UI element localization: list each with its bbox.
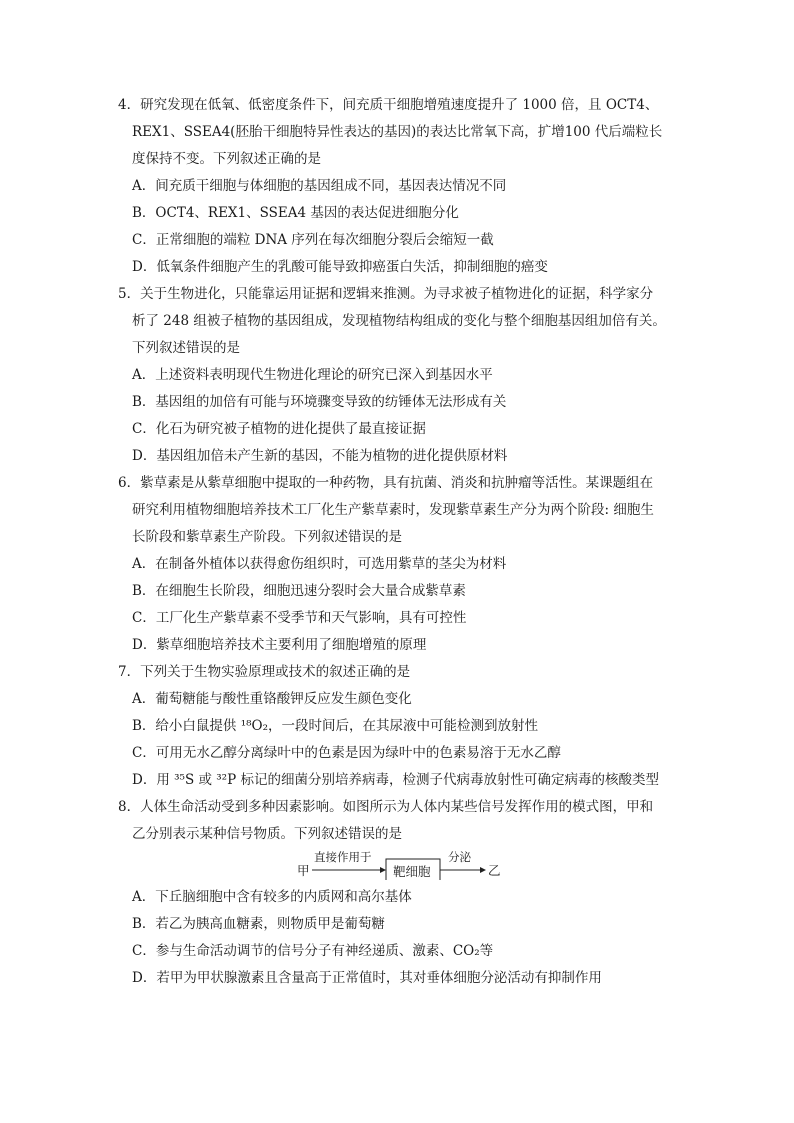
question-4 [118, 92, 698, 281]
question-5-stem-line-3: 下列叙述错误的是 [132, 340, 240, 356]
option-d[interactable]: D．低氧条件细胞产生的乳酸可能导致抑癌蛋白失活，抑制细胞的癌变 [132, 259, 548, 275]
question-4-stem-line-1: 4．研究发现在低氧、低密度条件下，间充质干细胞增殖速度提升了 1000 倍，且 OCT4、 [118, 97, 659, 113]
option-d[interactable]: D．若甲为甲状腺激素且含量高于正常值时，其对垂体细胞分泌活动有抑制作用 [132, 970, 602, 986]
option-c[interactable]: C．化石为研究被子植物的进化提供了最直接证据 [132, 421, 426, 437]
question-5 [118, 281, 698, 470]
option-d[interactable]: D．用 ³⁵S 或 ³²P 标记的细菌分别培养病毒，检测子代病毒放射性可确定病毒的核酸类型 [132, 772, 659, 788]
target-cell-label: 靶细胞 [393, 864, 431, 879]
question-number: 4． [118, 97, 141, 113]
question-6-stem-line-3: 长阶段和紫草素生产阶段。下列叙述错误的是 [132, 529, 402, 545]
question-list [118, 92, 698, 992]
option-a[interactable]: A．上述资料表明现代生物进化理论的研究已深入到基因水平 [132, 367, 493, 383]
option-b[interactable]: B．基因组的加倍有可能与环境骤变导致的纺锤体无法形成有关 [132, 394, 507, 410]
option-b[interactable]: B．OCT4、REX1、SSEA4 基因的表达促进细胞分化 [132, 205, 459, 221]
option-b[interactable]: B．给小白鼠提供 ¹⁸O₂，一段时间后，在其尿液中可能检测到放射性 [132, 718, 539, 734]
question-7 [118, 659, 698, 794]
question-6-stem-line-1: 6．紫草素是从紫草细胞中提取的一种药物，具有抗菌、消炎和抗肿瘤等活性。某课题组在 [118, 475, 654, 491]
option-a[interactable]: A．间充质干细胞与体细胞的基因组成不同，基因表达情况不同 [132, 178, 507, 194]
question-8-stem-line-1: 8．人体生命活动受到多种因素影响。如图所示为人体内某些信号发挥作用的模式图，甲和 [118, 799, 654, 815]
question-5-stem-line-1: 5．关于生物进化，只能靠运用证据和逻辑来推测。为寻求被子植物进化的证据，科学家分 [118, 286, 654, 302]
option-c[interactable]: C．可用无水乙醇分离绿叶中的色素是因为绿叶中的色素易溶于无水乙醇 [132, 745, 561, 761]
option-c[interactable]: C．参与生命活动调节的信号分子有神经递质、激素、CO₂等 [132, 943, 494, 959]
option-c[interactable]: C．正常细胞的端粒 DNA 序列在每次细胞分裂后会缩短一截 [132, 232, 494, 248]
arrow-head-1 [380, 867, 386, 873]
option-a[interactable]: A．在制备外植体以获得愈伤组织时，可选用紫草的茎尖为材料 [132, 556, 507, 572]
arrow-label-1: 直接作用于 [314, 850, 372, 864]
option-a[interactable]: A．下丘脑细胞中含有较多的内质网和高尔基体 [132, 889, 412, 905]
option-d[interactable]: D．基因组加倍未产生新的基因，不能为植物的进化提供原材料 [132, 448, 508, 464]
question-8 [118, 794, 698, 992]
signal-b-label: 乙 [488, 863, 501, 878]
option-c[interactable]: C．工厂化生产紫草素不受季节和天气影响，具有可控性 [132, 610, 467, 626]
signal-diagram [118, 850, 698, 880]
question-7-stem-line-1: 7．下列关于生物实验原理或技术的叙述正确的是 [118, 664, 411, 680]
question-number: 8． [118, 799, 141, 815]
option-a[interactable]: A．葡萄糖能与酸性重铬酸钾反应发生颜色变化 [132, 691, 412, 707]
question-number: 5． [118, 286, 141, 302]
option-b[interactable]: B．在细胞生长阶段，细胞迅速分裂时会大量合成紫草素 [132, 583, 466, 599]
option-d[interactable]: D．紫草细胞培养技术主要利用了细胞增殖的原理 [132, 637, 427, 653]
signal-a-label: 甲 [297, 863, 310, 878]
question-6 [118, 470, 698, 659]
question-8-stem-line-2: 乙分别表示某种信号物质。下列叙述错误的是 [132, 826, 402, 842]
question-5-stem-line-2: 析了 248 组被子植物的基因组成，发现植物结构组成的变化与整个细胞基因组加倍有关。 [132, 313, 666, 329]
option-b[interactable]: B．若乙为胰高血糖素，则物质甲是葡萄糖 [132, 916, 385, 932]
arrow-label-2: 分泌 [448, 850, 471, 864]
question-4-stem-line-2: REX1、SSEA4(胚胎干细胞特异性表达的基因)的表达比常氧下高，扩增100 代后端粒长 [132, 124, 663, 140]
question-4-stem-line-3: 度保持不变。下列叙述正确的是 [132, 151, 321, 167]
arrow-head-2 [480, 867, 486, 873]
question-number: 6． [118, 475, 141, 491]
question-6-stem-line-2: 研究利用植物细胞培养技术工厂化生产紫草素时，发现紫草素生产分为两个阶段: 细胞生 [132, 502, 654, 518]
question-number: 7． [118, 664, 141, 680]
